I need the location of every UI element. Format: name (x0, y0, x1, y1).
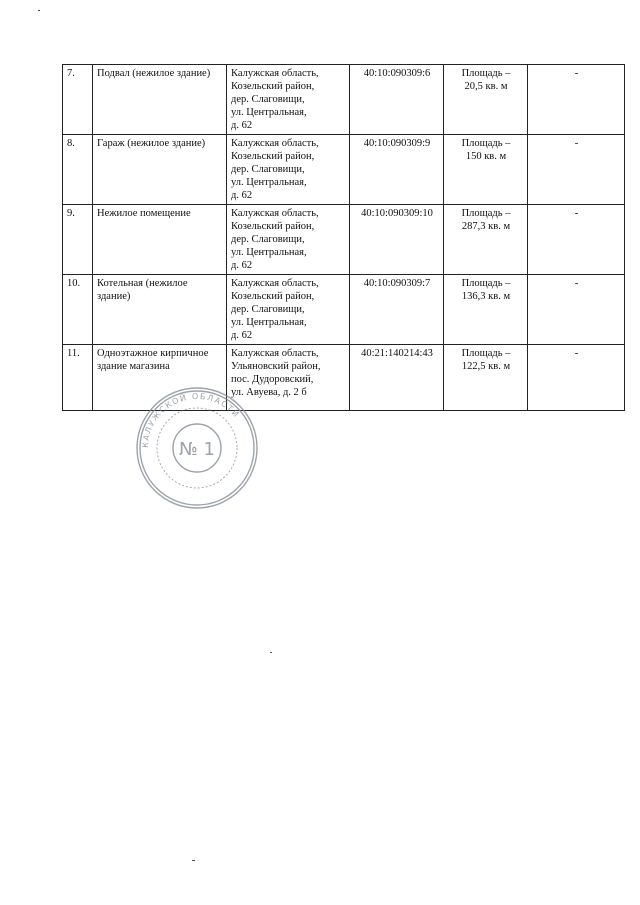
cadastral-number: 40:10:090309:7 (350, 275, 444, 345)
official-stamp (134, 385, 260, 511)
object-area: Площадь – 287,3 кв. м (444, 205, 528, 275)
object-name: Нежилое помещение (93, 205, 227, 275)
object-address: Калужская область, Козельский район, дер. Слаговищи, ул. Центральная, д. 62 (227, 205, 350, 275)
scan-speck (270, 652, 272, 653)
stamp-number: № 1 (179, 439, 215, 460)
stamp-ring-text: КАЛУЖСКОЙ ОБЛАСТИ (140, 391, 242, 449)
row-number: 11. (63, 345, 93, 411)
cadastral-number: 40:10:090309:6 (350, 65, 444, 135)
object-name: Одноэтажное кирпичное здание магазина (93, 345, 227, 411)
cadastral-number: 40:10:090309:10 (350, 205, 444, 275)
object-name: Котельная (нежилое здание) (93, 275, 227, 345)
table-row (63, 65, 625, 135)
table-row (63, 205, 625, 275)
table-row (63, 135, 625, 205)
extra-cell: - (528, 205, 625, 275)
extra-cell: - (528, 345, 625, 411)
object-area: Площадь – 20,5 кв. м (444, 65, 528, 135)
object-name: Гараж (нежилое здание) (93, 135, 227, 205)
row-number: 9. (63, 205, 93, 275)
object-area: Площадь – 122,5 кв. м (444, 345, 528, 411)
scan-speck (38, 10, 40, 11)
object-area: Площадь – 136,3 кв. м (444, 275, 528, 345)
object-address: Калужская область, Ульяновский район, пос. Дудоровский, ул. Авуева, д. 2 б (227, 345, 350, 411)
object-name: Подвал (нежилое здание) (93, 65, 227, 135)
cadastral-number: 40:21:140214:43 (350, 345, 444, 411)
object-address: Калужская область, Козельский район, дер. Слаговищи, ул. Центральная, д. 62 (227, 135, 350, 205)
object-address: Калужская область, Козельский район, дер. Слаговищи, ул. Центральная, д. 62 (227, 275, 350, 345)
row-number: 7. (63, 65, 93, 135)
property-table (62, 64, 625, 411)
row-number: 10. (63, 275, 93, 345)
row-number: 8. (63, 135, 93, 205)
extra-cell: - (528, 275, 625, 345)
cadastral-number: 40:10:090309:9 (350, 135, 444, 205)
object-address: Калужская область, Козельский район, дер. Слаговищи, ул. Центральная, д. 62 (227, 65, 350, 135)
scan-speck (192, 860, 195, 861)
table-row (63, 275, 625, 345)
extra-cell: - (528, 65, 625, 135)
extra-cell: - (528, 135, 625, 205)
object-area: Площадь – 150 кв. м (444, 135, 528, 205)
